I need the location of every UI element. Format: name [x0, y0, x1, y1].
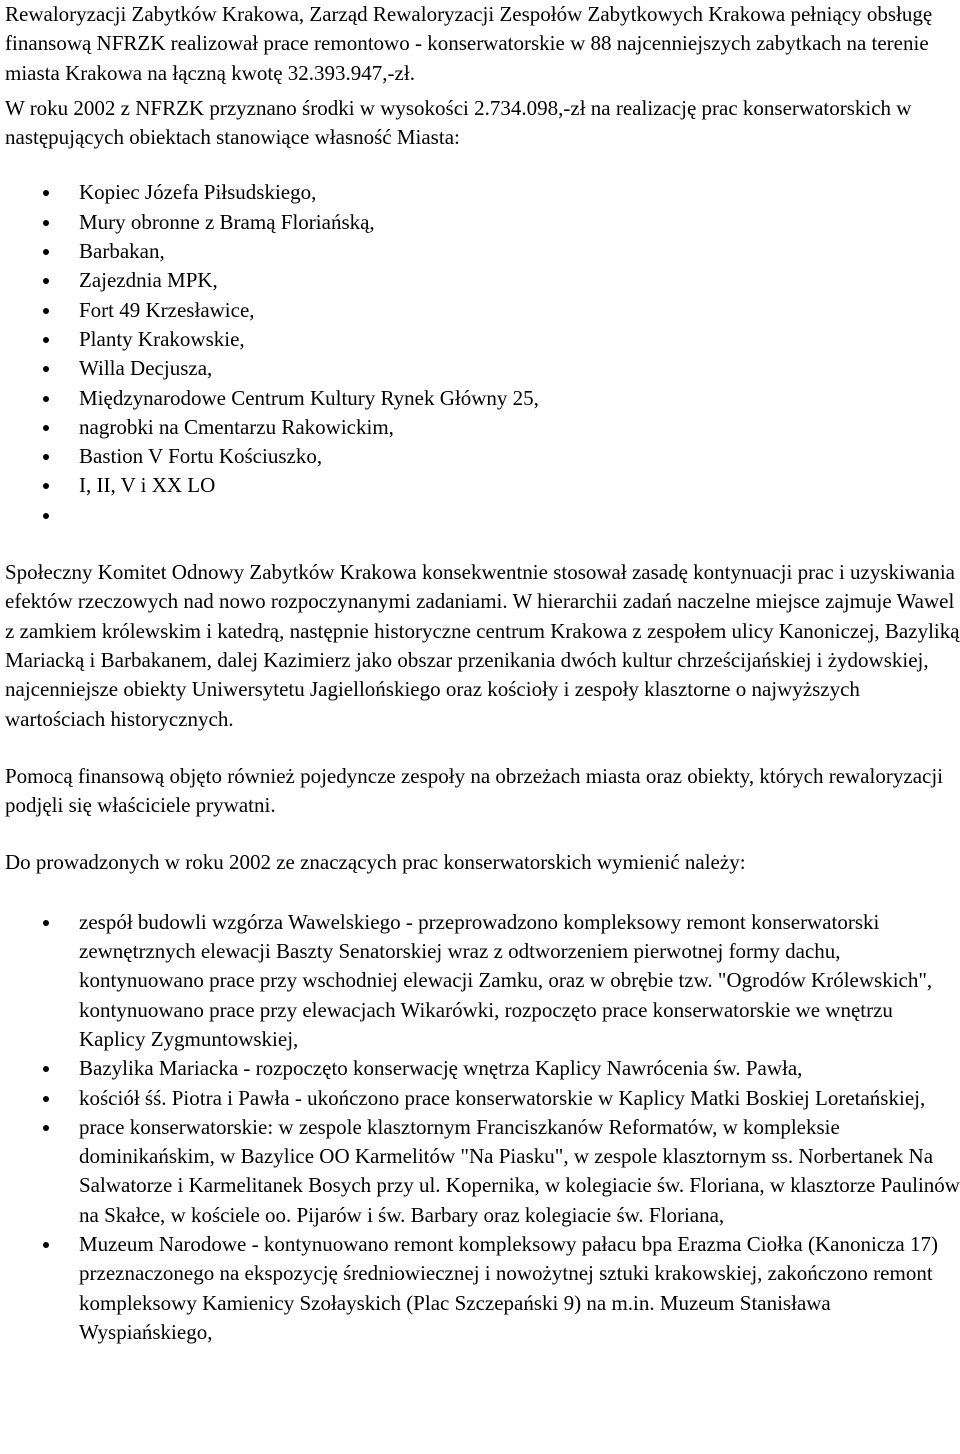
list-item: Bazylika Mariacka - rozpoczęto konserwację wnętrza Kaplicy Nawrócenia św. Pawła, [5, 1054, 960, 1083]
list-item: Mury obronne z Bramą Floriańską, [5, 208, 960, 237]
intro-paragraph-city-objects: W roku 2002 z NFRZK przyznano środki w wysokości 2.734.098,-zł na realizację prac konserwatorskich w następujących obiektach stanowiące własność Miasta: [5, 95, 912, 150]
list-item: Bastion V Fortu Kościuszko, [5, 442, 960, 471]
intro-paragraph-funding-total: Rewaloryzacji Zabytków Krakowa, Zarząd Rewaloryzacji Zespołów Zabytkowych Krakowa pełniący obsługę finansową NFRZK realizował prace remontowo - konserwatorskie w 88 najcenniejszych zabytkach na terenie miasta Krakowa na łączną kwotę 32.393.947,-zł. [5, 2, 933, 85]
list-item: Planty Krakowskie, [5, 325, 960, 354]
works-intro-paragraph: Do prowadzonych w roku 2002 ze znaczących prac konserwatorskich wymienić należy: [5, 850, 746, 875]
list-item: Fort 49 Krzesławice, [5, 296, 960, 325]
financial-aid-paragraph: Pomocą finansową objęto również pojedyncze zespoły na obrzeżach miasta oraz obiekty, których rewaloryzacji podjęli się właściciele prywatni. [5, 763, 944, 818]
committee-paragraph: Społeczny Komitet Odnowy Zabytków Krakowa konsekwentnie stosował zasadę kontynuacji prac i uzyskiwania efektów rzeczowych nad nowo rozpoczynanymi zadaniami. W hierarchii zadań naczelne miejsce zajmuje Wawel z zamkiem królewskim i katedrą, następnie historyczne centrum Krakowa z zespołem ulicy Kanoniczej, Bazyliką Mariacką i Barbakanem, dalej Kazimierz jako obszar przenikania dwóch kultur chrześcijańskiej i żydowskiej, najcenniejsze obiekty Uniwersytetu Jagiellońskiego oraz kościoły i zespoły klasztorne o najwyższych wartościach historycznych. [5, 560, 960, 731]
list-item: Zajezdnia MPK, [5, 266, 960, 295]
list-item-empty [5, 501, 960, 530]
list-item: Muzeum Narodowe - kontynuowano remont kompleksowy pałacu bpa Erazma Ciołka (Kanonicza 17) przeznaczonego na ekspozycję średniowiecznej i nowożytnej sztuki krakowskiej, zakończono remont kompleksowy Kamienicy Szołayskich (Plac Szczepański 9) na m.in. Muzeum Stanisława Wyspiańskiego, [5, 1230, 960, 1347]
list-item: kościół śś. Piotra i Pawła - ukończono prace konserwatorskie w Kaplicy Matki Boskiej Loretańskiej, [5, 1084, 960, 1113]
list-item: Barbakan, [5, 237, 960, 266]
list-item: Willa Decjusza, [5, 354, 960, 383]
conservation-works-list [5, 908, 960, 1347]
list-item: nagrobki na Cmentarzu Rakowickim, [5, 413, 960, 442]
city-objects-list [5, 178, 960, 530]
list-item: Kopiec Józefa Piłsudskiego, [5, 178, 960, 207]
list-item: Międzynarodowe Centrum Kultury Rynek Główny 25, [5, 384, 960, 413]
document-page [5, 0, 960, 1347]
list-item: prace konserwatorskie: w zespole klasztornym Franciszkanów Reformatów, w kompleksie dominikańskim, w Bazylice OO Karmelitów "Na Piasku", w zespole klasztornym ss. Norbertanek Na Salwatorze i Karmelitanek Bosych przy ul. Kopernika, w kolegiacie św. Floriana, w klasztorze Paulinów na Skałce, w kościele oo. Pijarów i św. Barbary oraz kolegiacie św. Floriana, [5, 1113, 960, 1230]
list-item: I, II, V i XX LO [5, 471, 960, 500]
list-item: zespół budowli wzgórza Wawelskiego - przeprowadzono kompleksowy remont konserwatorski zewnętrznych elewacji Baszty Senatorskiej wraz z odtworzeniem pierwotnej formy dachu, kontynuowano prace przy wschodniej elewacji Zamku, oraz w obrębie tzw. "Ogrodów Królewskich", kontynuowano prace przy elewacjach Wikarówki, rozpoczęto prace konserwatorskie we wnętrzu Kaplicy Zygmuntowskiej, [5, 908, 960, 1054]
